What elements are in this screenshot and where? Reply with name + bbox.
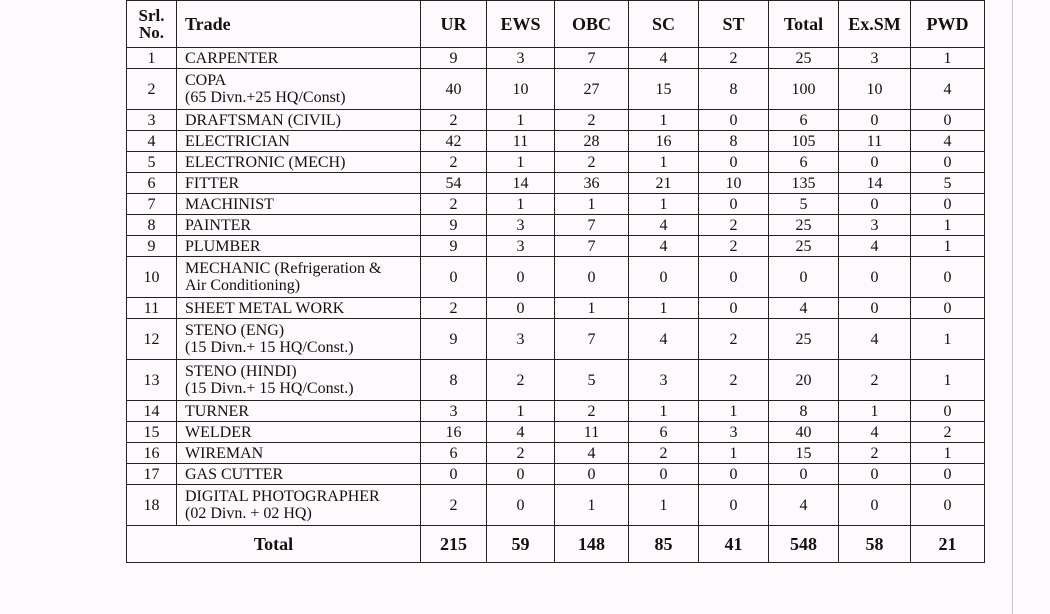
cell-srl: 1 — [127, 48, 177, 69]
cell-trade — [177, 152, 421, 173]
cell-total: 0 — [769, 257, 839, 298]
cell-obc: 4 — [555, 443, 629, 464]
trade-name: WELDER — [185, 423, 252, 441]
cell-ur: 2 — [421, 110, 487, 131]
cell-pwd: 0 — [911, 298, 985, 319]
trade-name: DIGITAL PHOTOGRAPHER — [185, 488, 380, 505]
cell-ews: 4 — [487, 422, 555, 443]
cell-ews: 2 — [487, 443, 555, 464]
cell-sc: 4 — [629, 319, 699, 360]
cell-obc: 27 — [555, 69, 629, 110]
cell-srl: 2 — [127, 69, 177, 110]
cell-ews: 1 — [487, 401, 555, 422]
trade-subtext: (65 Divn.+25 HQ/Const) — [185, 89, 346, 106]
cell-srl: 17 — [127, 464, 177, 485]
cell-exsm: 0 — [839, 194, 911, 215]
cell-pwd: 0 — [911, 257, 985, 298]
trade-name: SHEET METAL WORK — [185, 299, 345, 317]
cell-obc: 2 — [555, 152, 629, 173]
trade-name: STENO (HINDI) — [185, 363, 297, 380]
cell-ews: 0 — [487, 298, 555, 319]
cell-total: 100 — [769, 69, 839, 110]
cell-ur: 16 — [421, 422, 487, 443]
cell-sc: 1 — [629, 110, 699, 131]
cell-total: 40 — [769, 422, 839, 443]
cell-st: 1 — [699, 401, 769, 422]
cell-ur: 42 — [421, 131, 487, 152]
trade-name: DRAFTSMAN (CIVIL) — [185, 111, 341, 129]
cell-total: 6 — [769, 110, 839, 131]
cell-st: 2 — [699, 360, 769, 401]
cell-sc: 2 — [629, 443, 699, 464]
cell-st: 8 — [699, 131, 769, 152]
cell-srl: 12 — [127, 319, 177, 360]
cell-total: 25 — [769, 236, 839, 257]
header-ews: EWS — [487, 1, 555, 48]
cell-trade — [177, 485, 421, 526]
cell-st: 2 — [699, 319, 769, 360]
trade-name: PLUMBER — [185, 237, 261, 255]
cell-trade — [177, 215, 421, 236]
trade-name: MACHINIST — [185, 195, 274, 213]
header-st: ST — [699, 1, 769, 48]
cell-sc: 16 — [629, 131, 699, 152]
cell-sc: 6 — [629, 422, 699, 443]
trade-name: PAINTER — [185, 216, 252, 234]
cell-exsm: 1 — [839, 401, 911, 422]
cell-sc: 4 — [629, 48, 699, 69]
cell-obc: 5 — [555, 360, 629, 401]
cell-ews: 1 — [487, 152, 555, 173]
cell-sc: 1 — [629, 298, 699, 319]
table-row — [127, 173, 985, 194]
cell-sc: 1 — [629, 401, 699, 422]
cell-trade — [177, 464, 421, 485]
cell-obc: 7 — [555, 236, 629, 257]
cell-total: 5 — [769, 194, 839, 215]
cell-srl: 4 — [127, 131, 177, 152]
cell-ur: 6 — [421, 443, 487, 464]
cell-ur: 3 — [421, 401, 487, 422]
cell-st: 8 — [699, 69, 769, 110]
cell-ur: 8 — [421, 360, 487, 401]
cell-exsm: 3 — [839, 215, 911, 236]
cell-trade — [177, 173, 421, 194]
cell-total: 6 — [769, 152, 839, 173]
cell-trade — [177, 443, 421, 464]
cell-sc: 0 — [629, 257, 699, 298]
cell-st: 1 — [699, 443, 769, 464]
cell-obc: 36 — [555, 173, 629, 194]
total-st: 41 — [699, 526, 769, 563]
cell-trade — [177, 131, 421, 152]
cell-srl: 16 — [127, 443, 177, 464]
cell-pwd: 4 — [911, 131, 985, 152]
cell-ur: 9 — [421, 215, 487, 236]
cell-trade — [177, 48, 421, 69]
table-row — [127, 257, 985, 298]
cell-exsm: 0 — [839, 152, 911, 173]
cell-srl: 18 — [127, 485, 177, 526]
cell-pwd: 0 — [911, 152, 985, 173]
header-row — [127, 1, 985, 48]
cell-ews: 14 — [487, 173, 555, 194]
cell-exsm: 0 — [839, 257, 911, 298]
cell-obc: 0 — [555, 464, 629, 485]
cell-exsm: 4 — [839, 236, 911, 257]
cell-obc: 1 — [555, 194, 629, 215]
cell-ur: 0 — [421, 257, 487, 298]
cell-exsm: 11 — [839, 131, 911, 152]
cell-srl: 3 — [127, 110, 177, 131]
cell-trade — [177, 298, 421, 319]
cell-total: 4 — [769, 485, 839, 526]
cell-trade — [177, 236, 421, 257]
cell-sc: 15 — [629, 69, 699, 110]
cell-sc: 1 — [629, 194, 699, 215]
cell-total: 105 — [769, 131, 839, 152]
cell-srl: 8 — [127, 215, 177, 236]
cell-trade — [177, 194, 421, 215]
cell-obc: 0 — [555, 257, 629, 298]
cell-exsm: 3 — [839, 48, 911, 69]
cell-st: 0 — [699, 152, 769, 173]
table-row — [127, 422, 985, 443]
table-row — [127, 48, 985, 69]
total-obc: 148 — [555, 526, 629, 563]
cell-st: 0 — [699, 110, 769, 131]
cell-st: 3 — [699, 422, 769, 443]
cell-obc: 2 — [555, 110, 629, 131]
cell-st: 0 — [699, 298, 769, 319]
total-ews: 59 — [487, 526, 555, 563]
trade-name: ELECTRICIAN — [185, 132, 290, 150]
cell-st: 0 — [699, 194, 769, 215]
total-label: Total — [127, 526, 421, 563]
vacancy-table — [126, 0, 985, 563]
trade-name: COPA — [185, 72, 227, 89]
cell-ur: 2 — [421, 298, 487, 319]
table-row — [127, 401, 985, 422]
cell-ews: 3 — [487, 236, 555, 257]
cell-total: 25 — [769, 48, 839, 69]
cell-exsm: 4 — [839, 319, 911, 360]
cell-total: 0 — [769, 464, 839, 485]
cell-total: 20 — [769, 360, 839, 401]
cell-exsm: 2 — [839, 360, 911, 401]
trade-name: STENO (ENG) — [185, 322, 285, 339]
cell-exsm: 0 — [839, 298, 911, 319]
cell-sc: 21 — [629, 173, 699, 194]
cell-st: 10 — [699, 173, 769, 194]
cell-pwd: 1 — [911, 443, 985, 464]
cell-obc: 1 — [555, 298, 629, 319]
cell-ur: 9 — [421, 48, 487, 69]
table-row — [127, 485, 985, 526]
total-total: 548 — [769, 526, 839, 563]
cell-pwd: 0 — [911, 194, 985, 215]
cell-obc: 1 — [555, 485, 629, 526]
cell-pwd: 0 — [911, 401, 985, 422]
cell-ur: 9 — [421, 319, 487, 360]
cell-exsm: 0 — [839, 110, 911, 131]
header-ur: UR — [421, 1, 487, 48]
total-row — [127, 526, 985, 563]
page-edge-line — [1012, 0, 1013, 614]
trade-name: FITTER — [185, 174, 240, 192]
cell-ews: 0 — [487, 485, 555, 526]
cell-trade — [177, 319, 421, 360]
cell-pwd: 1 — [911, 236, 985, 257]
cell-total: 135 — [769, 173, 839, 194]
cell-pwd: 1 — [911, 48, 985, 69]
cell-ur: 0 — [421, 464, 487, 485]
cell-trade — [177, 110, 421, 131]
trade-name: CARPENTER — [185, 49, 279, 67]
cell-ews: 3 — [487, 319, 555, 360]
trade-name: WIREMAN — [185, 444, 264, 462]
cell-obc: 7 — [555, 319, 629, 360]
cell-srl: 6 — [127, 173, 177, 194]
header-pwd: PWD — [911, 1, 985, 48]
cell-ur: 54 — [421, 173, 487, 194]
table-row — [127, 215, 985, 236]
trade-subtext: Air Conditioning) — [185, 277, 301, 294]
trade-subtext: (15 Divn.+ 15 HQ/Const.) — [185, 380, 354, 397]
cell-ews: 10 — [487, 69, 555, 110]
table-row — [127, 69, 985, 110]
cell-trade — [177, 422, 421, 443]
trade-name: MECHANIC (Refrigeration & — [185, 260, 382, 277]
total-pwd: 21 — [911, 526, 985, 563]
cell-pwd: 1 — [911, 215, 985, 236]
cell-sc: 1 — [629, 152, 699, 173]
cell-ur: 2 — [421, 485, 487, 526]
cell-ews: 1 — [487, 194, 555, 215]
trade-name: TURNER — [185, 402, 249, 420]
cell-srl: 14 — [127, 401, 177, 422]
cell-srl: 15 — [127, 422, 177, 443]
total-ur: 215 — [421, 526, 487, 563]
table-row — [127, 319, 985, 360]
cell-ews: 3 — [487, 48, 555, 69]
cell-total: 25 — [769, 319, 839, 360]
cell-pwd: 5 — [911, 173, 985, 194]
table-row — [127, 360, 985, 401]
cell-exsm: 10 — [839, 69, 911, 110]
cell-ews: 2 — [487, 360, 555, 401]
cell-ews: 0 — [487, 464, 555, 485]
header-srl: Srl. No. — [127, 1, 177, 48]
table-row — [127, 131, 985, 152]
cell-st: 2 — [699, 236, 769, 257]
header-trade: Trade — [177, 1, 421, 48]
cell-pwd: 2 — [911, 422, 985, 443]
cell-exsm: 4 — [839, 422, 911, 443]
cell-pwd: 0 — [911, 110, 985, 131]
cell-st: 0 — [699, 257, 769, 298]
cell-total: 15 — [769, 443, 839, 464]
cell-trade — [177, 360, 421, 401]
header-sc: SC — [629, 1, 699, 48]
cell-srl: 7 — [127, 194, 177, 215]
cell-obc: 28 — [555, 131, 629, 152]
cell-trade — [177, 69, 421, 110]
cell-srl: 11 — [127, 298, 177, 319]
table-row — [127, 464, 985, 485]
cell-trade — [177, 401, 421, 422]
cell-exsm: 0 — [839, 464, 911, 485]
header-total: Total — [769, 1, 839, 48]
cell-pwd: 4 — [911, 69, 985, 110]
cell-total: 25 — [769, 215, 839, 236]
table-row — [127, 236, 985, 257]
table-row — [127, 110, 985, 131]
cell-sc: 0 — [629, 464, 699, 485]
cell-pwd: 0 — [911, 464, 985, 485]
table-row — [127, 298, 985, 319]
cell-obc: 11 — [555, 422, 629, 443]
cell-srl: 5 — [127, 152, 177, 173]
header-obc: OBC — [555, 1, 629, 48]
cell-exsm: 14 — [839, 173, 911, 194]
cell-ews: 11 — [487, 131, 555, 152]
cell-obc: 7 — [555, 215, 629, 236]
cell-pwd: 1 — [911, 319, 985, 360]
cell-ur: 2 — [421, 152, 487, 173]
cell-ur: 9 — [421, 236, 487, 257]
cell-obc: 7 — [555, 48, 629, 69]
cell-trade — [177, 257, 421, 298]
table-row — [127, 443, 985, 464]
trade-subtext: (02 Divn. + 02 HQ) — [185, 505, 312, 522]
cell-total: 8 — [769, 401, 839, 422]
cell-st: 2 — [699, 215, 769, 236]
table-row — [127, 152, 985, 173]
cell-ews: 0 — [487, 257, 555, 298]
cell-obc: 2 — [555, 401, 629, 422]
cell-total: 4 — [769, 298, 839, 319]
total-sc: 85 — [629, 526, 699, 563]
cell-exsm: 0 — [839, 485, 911, 526]
cell-exsm: 2 — [839, 443, 911, 464]
table-row — [127, 194, 985, 215]
cell-ews: 1 — [487, 110, 555, 131]
cell-ur: 40 — [421, 69, 487, 110]
trade-subtext: (15 Divn.+ 15 HQ/Const.) — [185, 339, 354, 356]
cell-srl: 9 — [127, 236, 177, 257]
trade-name: GAS CUTTER — [185, 465, 284, 483]
cell-sc: 3 — [629, 360, 699, 401]
cell-ews: 3 — [487, 215, 555, 236]
cell-st: 0 — [699, 485, 769, 526]
cell-st: 0 — [699, 464, 769, 485]
cell-pwd: 0 — [911, 485, 985, 526]
cell-pwd: 1 — [911, 360, 985, 401]
cell-sc: 1 — [629, 485, 699, 526]
cell-st: 2 — [699, 48, 769, 69]
header-exsm: Ex.SM — [839, 1, 911, 48]
cell-srl: 10 — [127, 257, 177, 298]
cell-sc: 4 — [629, 215, 699, 236]
cell-sc: 4 — [629, 236, 699, 257]
cell-srl: 13 — [127, 360, 177, 401]
total-exsm: 58 — [839, 526, 911, 563]
trade-name: ELECTRONIC (MECH) — [185, 153, 346, 171]
cell-ur: 2 — [421, 194, 487, 215]
